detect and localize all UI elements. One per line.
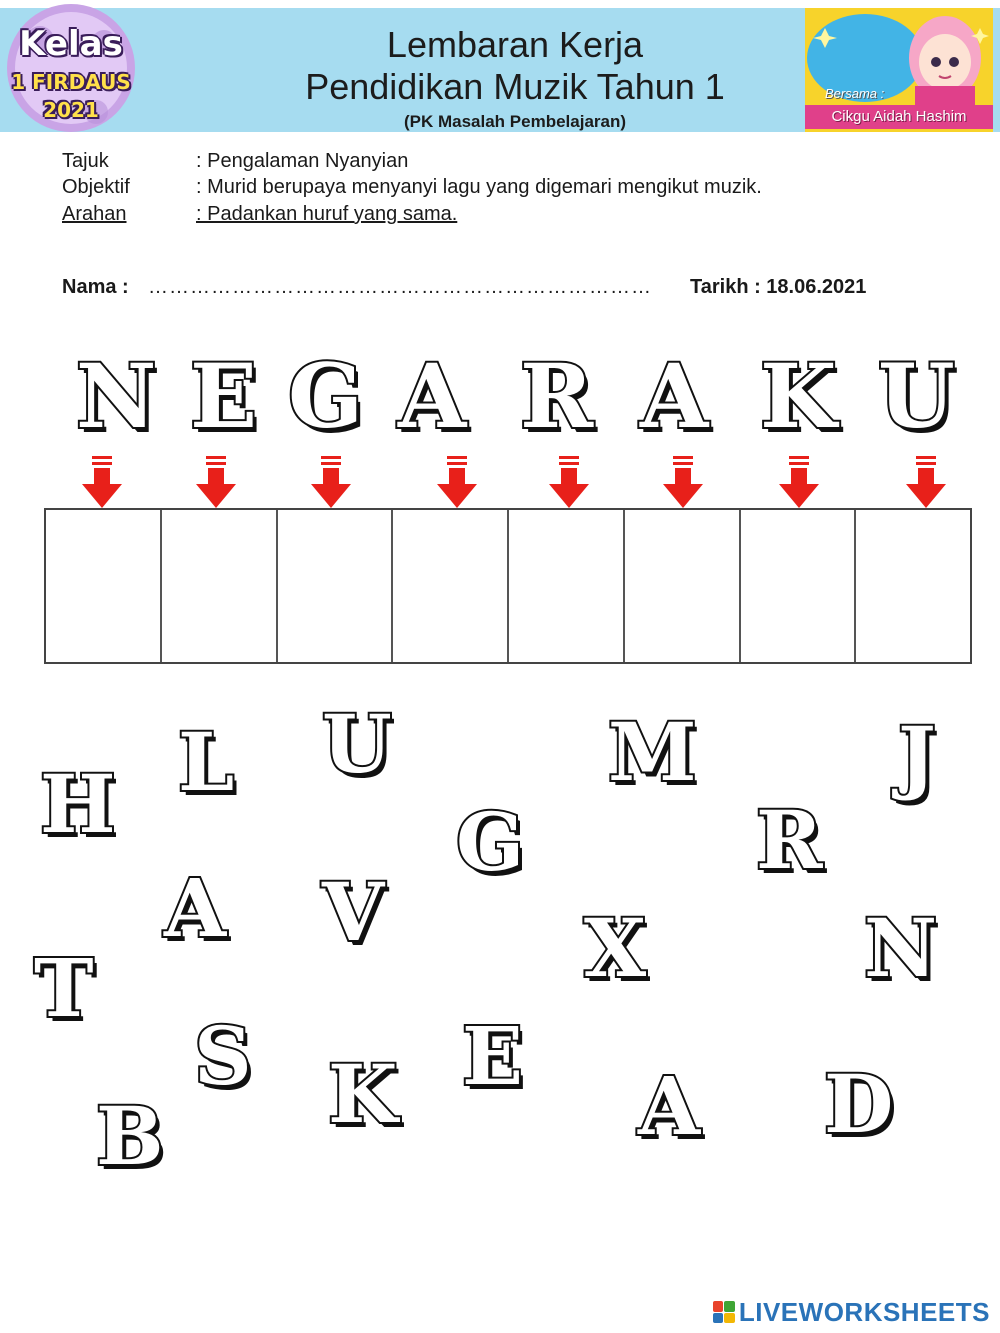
answer-drop-box-4[interactable] — [393, 510, 509, 662]
tajuk-label: Tajuk — [62, 150, 109, 172]
teacher-badge — [805, 8, 993, 132]
arahan-value: : Padankan huruf yang sama. — [196, 203, 458, 225]
answer-drop-box-3[interactable] — [278, 510, 394, 662]
draggable-letter-m[interactable]: M — [608, 705, 697, 799]
title-line-2: Pendidikan Muzik Tahun 1 — [305, 66, 725, 107]
word-letter: R — [520, 344, 594, 448]
draggable-letter-b[interactable]: B — [96, 1089, 164, 1183]
title-subtitle: (PK Masalah Pembelajaran) — [403, 112, 627, 131]
draggable-letter-g[interactable]: G — [456, 795, 525, 889]
answer-drop-box-7[interactable] — [741, 510, 857, 662]
answer-drop-box-6[interactable] — [625, 510, 741, 662]
liveworksheets-brand-text: LIVEWORKSHEETS — [738, 1296, 990, 1327]
title-line-1: Lembaran Kerja — [386, 24, 644, 65]
tarikh-label: Tarikh : 18.06.2021 — [690, 276, 867, 298]
draggable-letter-e[interactable]: E — [462, 1009, 523, 1103]
class-logo — [0, 0, 142, 135]
draggable-letter-v[interactable]: V — [322, 865, 385, 959]
down-arrow-icon — [437, 456, 477, 510]
draggable-letter-a[interactable]: A — [638, 1059, 701, 1153]
answer-drop-box-8[interactable] — [856, 510, 970, 662]
draggable-letter-h[interactable]: H — [40, 757, 116, 851]
answer-drop-box-1[interactable] — [46, 510, 162, 662]
tajuk-value: : Pengalaman Nyanyian — [196, 150, 409, 172]
liveworksheets-logo — [713, 1296, 990, 1328]
nama-dotted-line: ……………………………………………………………… — [148, 276, 652, 298]
draggable-letter-s[interactable]: S — [194, 1009, 252, 1103]
word-letter: E — [190, 344, 258, 448]
draggable-letter-j[interactable]: J — [898, 709, 936, 803]
objektif-label: Objektif — [62, 176, 130, 198]
word-letter: A — [398, 344, 467, 448]
draggable-letter-t[interactable]: T — [34, 941, 94, 1035]
draggable-letter-n[interactable]: N — [864, 901, 938, 995]
draggable-letter-r[interactable]: R — [756, 793, 823, 887]
down-arrow-icon — [196, 456, 236, 510]
answer-row — [44, 508, 972, 664]
word-letter: A — [640, 344, 709, 448]
draggable-letter-k[interactable]: K — [328, 1047, 398, 1141]
down-arrow-icon — [906, 456, 946, 510]
objektif-value: : Murid berupaya menyanyi lagu yang digemari mengikut muzik. — [196, 176, 762, 198]
arahan-label: Arahan — [62, 203, 127, 225]
class-logo-line-2: 1 FIRDAUS — [11, 70, 131, 94]
answer-drop-box-2[interactable] — [162, 510, 278, 662]
word-letter: N — [76, 344, 157, 448]
class-logo-line-3: 2021 — [43, 98, 99, 122]
draggable-letter-d[interactable]: D — [824, 1057, 894, 1151]
draggable-letter-x[interactable]: X — [584, 901, 647, 995]
answer-drop-box-5[interactable] — [509, 510, 625, 662]
teacher-name: Cikgu Aidah Hashim — [805, 105, 993, 129]
liveworksheets-mark-icon — [713, 1301, 735, 1323]
down-arrow-icon — [549, 456, 589, 510]
nama-label: Nama : — [62, 276, 129, 298]
teacher-label-with: Bersama : — [825, 86, 885, 101]
down-arrow-icon — [663, 456, 703, 510]
word-letter: K — [760, 344, 837, 448]
word-letter: G — [288, 344, 364, 448]
draggable-letter-l[interactable]: L — [178, 715, 235, 809]
down-arrow-icon — [311, 456, 351, 510]
down-arrow-icon — [779, 456, 819, 510]
class-logo-line-1: Kelas — [19, 24, 123, 64]
draggable-letter-a[interactable]: A — [164, 861, 227, 955]
word-letter: U — [878, 344, 955, 448]
draggable-letter-u[interactable]: U — [322, 697, 392, 791]
down-arrow-icon — [82, 456, 122, 510]
